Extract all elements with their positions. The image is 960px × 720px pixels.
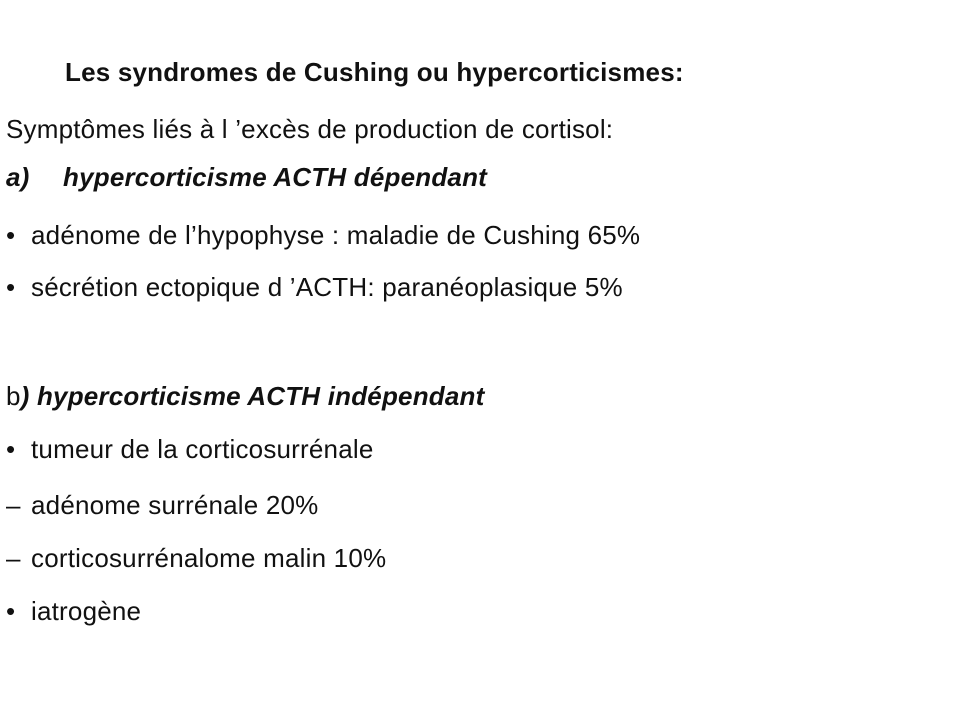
section-b-heading	[6, 380, 484, 412]
bullet-icon: •	[6, 272, 16, 302]
section-a-item	[6, 219, 640, 251]
dash-icon: –	[6, 543, 21, 573]
section-b-item	[6, 595, 141, 627]
section-a-marker: a)	[6, 162, 30, 192]
intro-text: Symptômes liés à l ’excès de production de cortisol:	[6, 114, 614, 144]
section-a-item-text: sécrétion ectopique d ’ACTH: paranéoplasique 5%	[31, 272, 623, 302]
section-b-item-text: tumeur de la corticosurrénale	[31, 434, 374, 464]
section-b-subitem-text: corticosurrénalome malin 10%	[31, 543, 387, 573]
section-b-subitem	[6, 489, 319, 521]
slide-title: Les syndromes de Cushing ou hypercorticismes:	[65, 57, 684, 87]
section-b-subitem-text: adénome surrénale 20%	[31, 490, 319, 520]
section-b-item-text: iatrogène	[31, 596, 142, 626]
bullet-icon: •	[6, 220, 16, 250]
section-a-item-text: adénome de l’hypophyse : maladie de Cushing 65%	[31, 220, 641, 250]
section-b-marker: b	[6, 381, 21, 411]
section-a-heading	[6, 161, 487, 193]
dash-icon: –	[6, 490, 21, 520]
section-a-item	[6, 271, 623, 303]
section-a-title: hypercorticisme ACTH dépendant	[63, 162, 488, 192]
section-b-subitem	[6, 542, 386, 574]
bullet-icon: •	[6, 596, 16, 626]
section-b-title: ) hypercorticisme ACTH indépendant	[20, 381, 485, 411]
bullet-icon: •	[6, 434, 16, 464]
section-b-item	[6, 433, 374, 465]
